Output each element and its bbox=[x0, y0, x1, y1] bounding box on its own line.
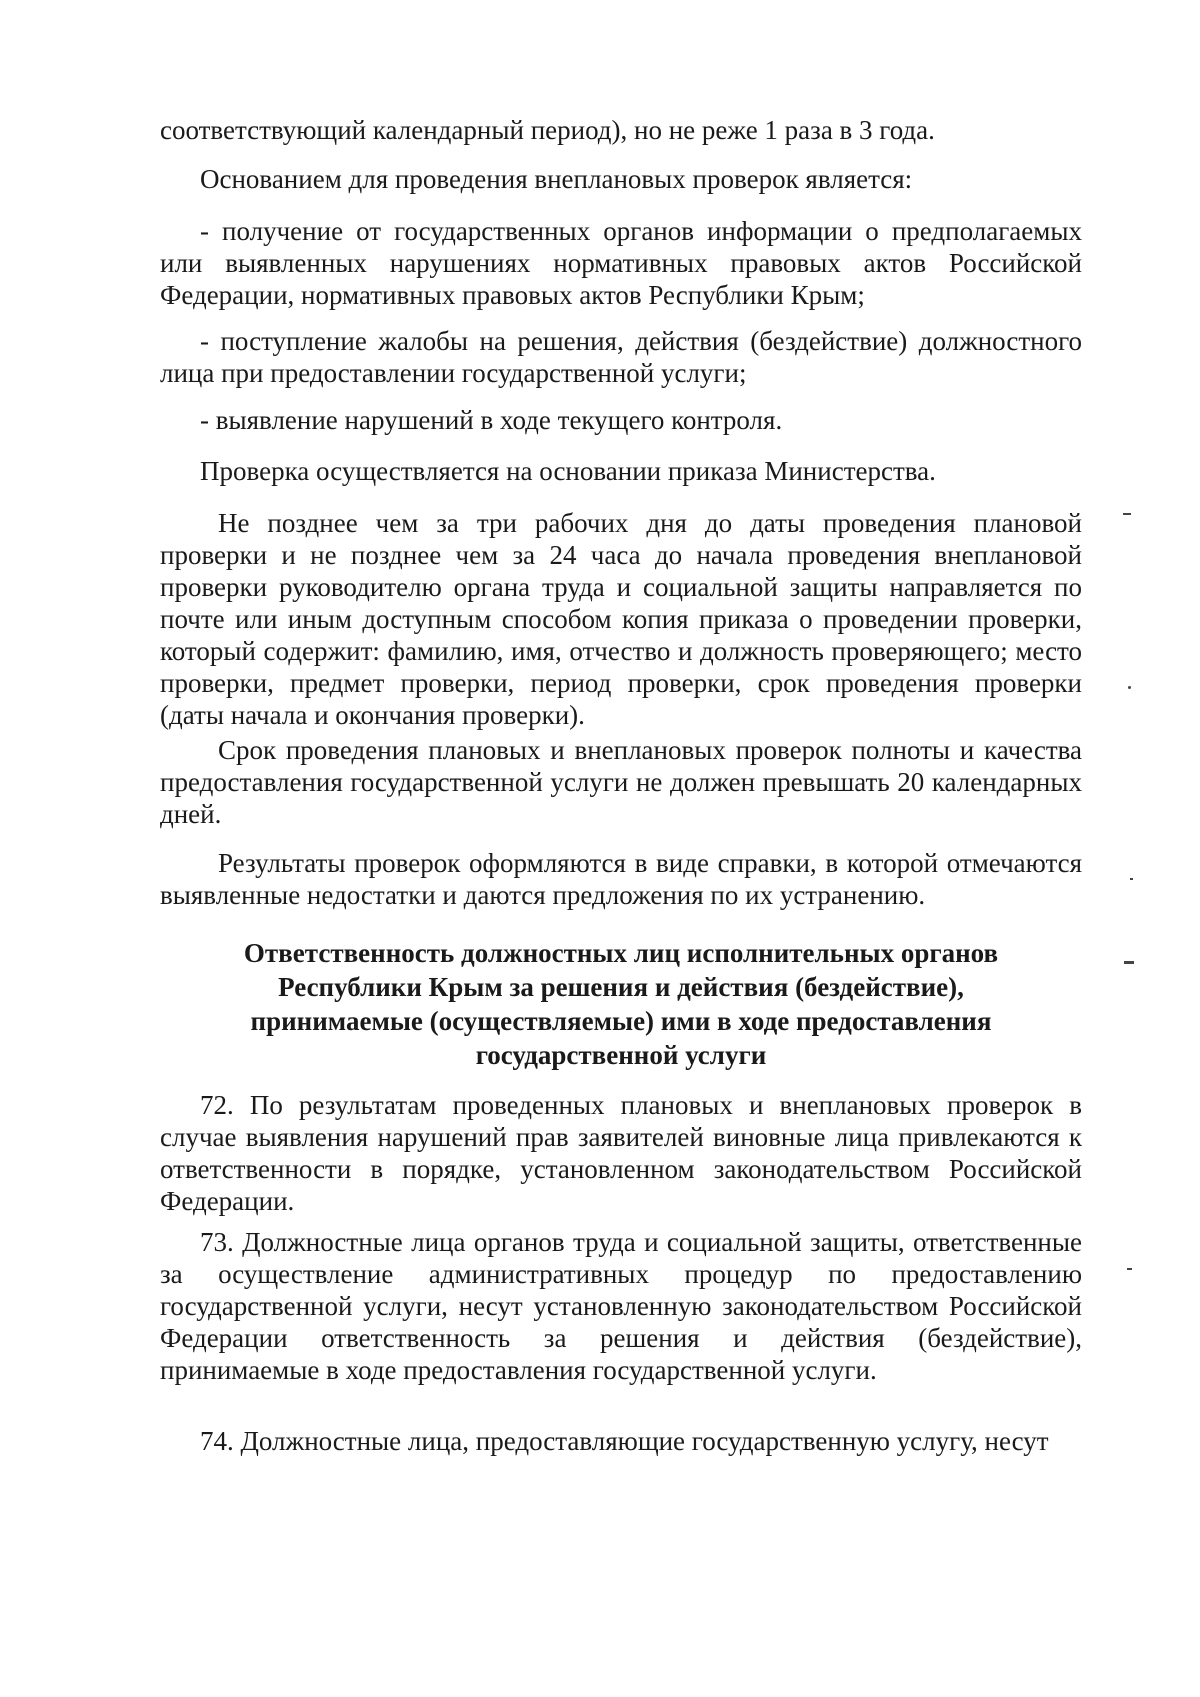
paragraph-duration bbox=[160, 734, 1082, 830]
list-item-state-info bbox=[160, 215, 1082, 311]
paragraph-text: 73. Должностные лица органов труда и социальной защиты, ответственные за осуществление административных процедур по предоставлению государственной услуги, несут установленную законодательством Российской Федерации ответственность за решения и действия (бездействие), принимаемые в ходе предоставления государственной услуги. bbox=[160, 1227, 1082, 1385]
scan-mark bbox=[1128, 686, 1131, 689]
paragraph-text: - выявление нарушений в ходе текущего контроля. bbox=[200, 405, 783, 435]
scan-mark bbox=[1127, 1268, 1132, 1270]
heading-line: Ответственность должностных лиц исполнительных органов bbox=[243, 938, 999, 968]
section-heading bbox=[160, 936, 1082, 1072]
paragraph-text: соответствующий календарный период), но не реже 1 раза в 3 года. bbox=[160, 115, 935, 145]
paragraph-text: Срок проведения плановых и внеплановых проверок полноты и качества предоставления государственной услуги не должен превышать 20 календарных дней. bbox=[160, 735, 1082, 829]
list-item-current-control bbox=[160, 404, 1082, 436]
paragraph-continuation bbox=[160, 114, 1082, 146]
heading-line: Республики Крым за решения и действия (бездействие), bbox=[278, 972, 964, 1002]
scan-mark bbox=[1124, 961, 1134, 964]
clause-73 bbox=[160, 1226, 1082, 1386]
paragraph-order-basis bbox=[160, 455, 1082, 487]
paragraph-text: - получение от государственных органов информации о предполагаемых или выявленных нарушениях нормативных правовых актов Российской Федерации, нормативных правовых актов Республики Крым; bbox=[160, 216, 1082, 310]
paragraph-results bbox=[160, 847, 1082, 911]
paragraph-text: Не позднее чем за три рабочих дня до даты проведения плановой проверки и не позднее чем за 24 часа до начала проведения внеплановой проверки руководителю органа труда и социальной защиты направляется по почте или иным доступным способом копия приказа о проведении проверки, который содержит: фамилию, имя, отчество и должность проверяющего; место проверки, предмет проверки, период проверки, срок проведения проверки (даты начала и окончания проверки). bbox=[160, 508, 1082, 730]
paragraph-text: 74. Должностные лица, предоставляющие государственную услугу, несут bbox=[200, 1426, 1049, 1456]
paragraph-text: Проверка осуществляется на основании приказа Министерства. bbox=[200, 456, 936, 486]
paragraph-notice bbox=[160, 507, 1082, 731]
paragraph-text: 72. По результатам проведенных плановых и внеплановых проверок в случае выявления нарушений прав заявителей виновные лица привлекаются к ответственности в порядке, установленном законодательством Российской Федерации. bbox=[160, 1090, 1082, 1216]
heading-line: государственной услуги bbox=[475, 1040, 767, 1070]
paragraph-text: Результаты проверок оформляются в виде справки, в которой отмечаются выявленные недостатки и даются предложения по их устранению. bbox=[160, 848, 1082, 910]
list-item-complaint bbox=[160, 325, 1082, 389]
paragraph-grounds-intro bbox=[160, 163, 1082, 195]
scan-mark bbox=[1130, 878, 1133, 880]
clause-74 bbox=[160, 1425, 1082, 1457]
scan-mark bbox=[1123, 513, 1131, 515]
clause-72 bbox=[160, 1089, 1082, 1217]
heading-line: принимаемые (осуществляемые) ими в ходе предоставления bbox=[250, 1006, 992, 1036]
paragraph-text: - поступление жалобы на решения, действия (бездействие) должностного лица при предоставлении государственной услуги; bbox=[160, 326, 1082, 388]
paragraph-text: Основанием для проведения внеплановых проверок является: bbox=[200, 164, 913, 194]
